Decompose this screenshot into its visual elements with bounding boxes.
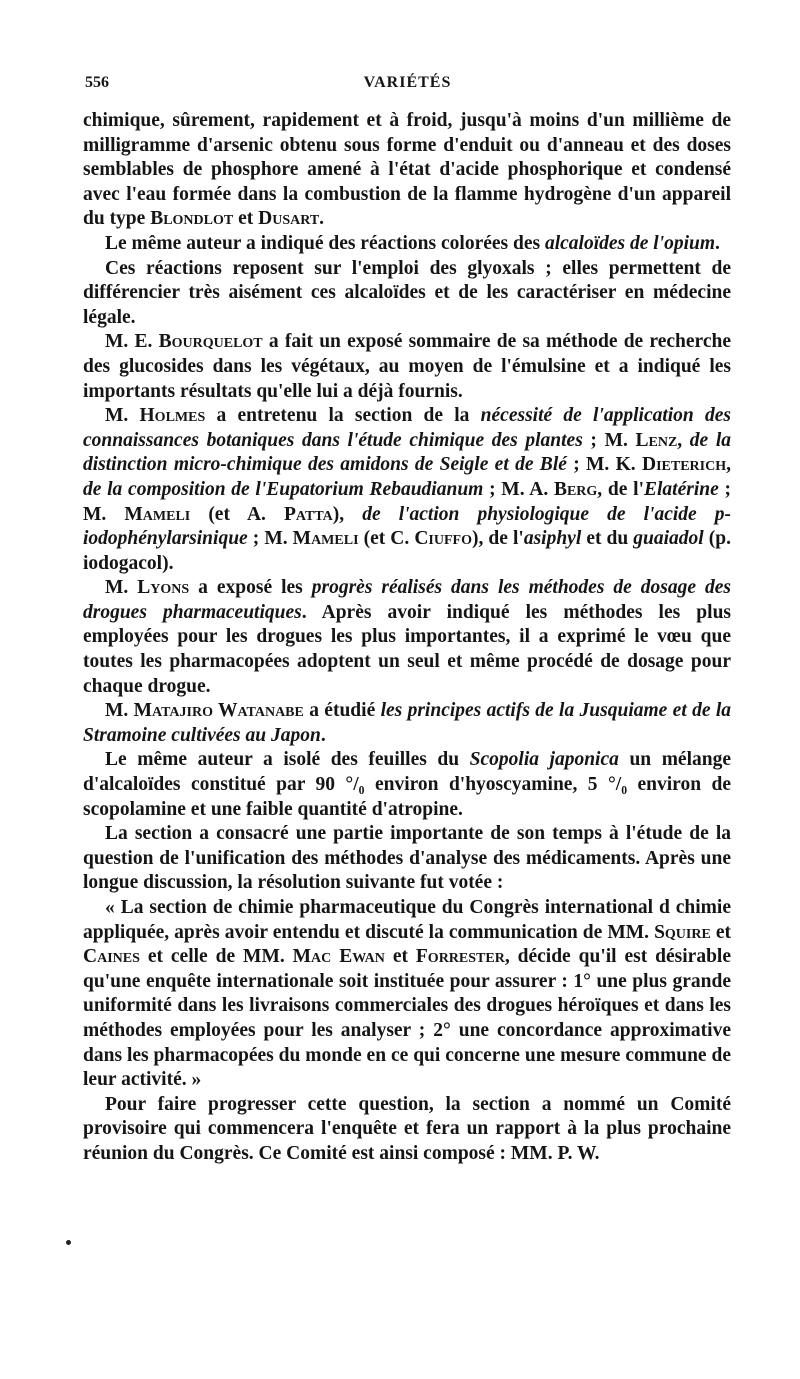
italic-title: Scopolia japonica xyxy=(469,749,619,771)
text-run: M. E. xyxy=(105,331,159,353)
italic-title: alcaloïdes de l'opium xyxy=(544,232,716,254)
text-run: a entretenu la section de la xyxy=(205,405,481,427)
text-run: Le même auteur a indiqué des réactions colorées des xyxy=(105,232,545,254)
text-run: , xyxy=(726,454,731,476)
italic-title: les principes actifs de la Jusquiame et de la Stramoine cultivées au Japon xyxy=(83,700,732,746)
ink-speck xyxy=(66,1240,71,1245)
paragraph-p11 xyxy=(83,1093,731,1167)
text-run: et xyxy=(710,921,731,943)
text-run: ; M. xyxy=(83,478,731,525)
italic-title: de l'action physiologique de l'acide p-iodophénylarsinique xyxy=(83,503,731,550)
author-name: Lenz xyxy=(635,429,678,451)
text-run: « La section de chimie pharmaceutique du Congrès international d chimie appliquée, après avoir entendu et discuté la communication de MM. xyxy=(83,897,731,943)
author-name: Forrester xyxy=(415,946,505,968)
text-run: ), xyxy=(332,503,363,525)
text-run: a étudié xyxy=(303,700,381,722)
italic-title: guaiadol xyxy=(633,528,704,550)
text-run: . xyxy=(320,724,326,746)
text-run: Ces réactions reposent sur l'emploi des glyoxals ; elles permettent de différencier très aisément ces alcaloïdes et de les caractériser en médecine légale. xyxy=(83,257,731,328)
text-run: a exposé les xyxy=(189,577,312,599)
text-run: ; M. xyxy=(582,429,636,451)
paragraph-p7 xyxy=(83,699,731,748)
author-name: Berg xyxy=(553,478,598,500)
text-run: . Après avoir indiqué les méthodes les plus employées pour les drogues les plus importantes, il a exprimé le vœu que toutes les pharmacopées adoptent un seul et même procédé de dosage pour chaque drogue. xyxy=(83,601,732,697)
text-run: ; M. A. xyxy=(483,478,554,500)
paragraph-p6 xyxy=(83,576,731,699)
author-name: Dieterich xyxy=(642,454,727,476)
text-run: La section a consacré une partie importante de son temps à l'étude de la question de l'unification des méthodes d'analyse des médicaments. Après une longue discussion, la résolution suivante fut votée : xyxy=(83,823,731,894)
text-run: (et C. xyxy=(358,528,415,550)
text-run: Le même auteur a isolé des feuilles du xyxy=(105,749,470,771)
text-run: M. xyxy=(105,577,138,599)
author-name: Mameli xyxy=(292,528,359,550)
author-name: Holmes xyxy=(139,405,206,427)
paragraph-p1 xyxy=(83,109,731,232)
text-run: et celle de MM. xyxy=(139,946,293,968)
italic-title: progrès réalisés dans les méthodes de dosage des drogues pharmaceutiques xyxy=(83,577,732,623)
author-name: Mameli xyxy=(124,503,191,525)
author-name: Ciuffo xyxy=(414,528,472,550)
paragraph-p9 xyxy=(83,822,731,896)
text-run: ), de l' xyxy=(471,528,524,550)
text-run: ; M. xyxy=(247,528,293,550)
text-run: ; M. K. xyxy=(566,454,642,476)
italic-title: asiphyl xyxy=(523,528,582,550)
paragraph-p3 xyxy=(83,257,731,331)
text-run: un mélange d'alcaloïdes constitué par 90 °/₀ environ d'hyoscyamine, 5 °/₀ environ de scopolamine et une faible quantité d'atropine. xyxy=(83,749,732,820)
text-run: . xyxy=(715,232,720,254)
author-name: Patta xyxy=(284,503,333,525)
text-run: , xyxy=(677,429,690,451)
text-run: , de l' xyxy=(597,478,644,500)
author-name: Blondlot xyxy=(150,208,234,230)
text-run: et du xyxy=(581,528,634,550)
italic-title: de la distinction micro-chimique des amidons de Seigle et de Blé xyxy=(83,429,732,476)
author-name: Squire xyxy=(654,921,711,943)
body-text xyxy=(83,109,731,1167)
page-header xyxy=(85,74,730,98)
author-name: Bourquelot xyxy=(158,331,263,353)
author-name: Mac Ewan xyxy=(292,946,385,968)
text-run: . xyxy=(319,208,325,230)
italic-title: nécessité de l'application des connaissances botaniques dans l'étude chimique des plantes xyxy=(83,405,732,451)
paragraph-p8 xyxy=(83,748,731,822)
text-run: (p. iodogacol). xyxy=(83,528,731,574)
italic-title: Elatérine xyxy=(643,478,719,500)
paragraph-p4 xyxy=(83,330,731,404)
text-run: Pour faire progresser cette question, la section a nommé un Comité provisoire qui commencera l'enquête et fera un rapport à la plus prochaine réunion du Congrès. Ce Comité est ainsi composé : MM. P. W. xyxy=(83,1093,731,1164)
page-number: 556 xyxy=(85,74,109,91)
italic-title: de la composition de l'Eupatorium Rebaudianum xyxy=(83,478,484,500)
author-name: Matajiro Watanabe xyxy=(133,700,304,722)
text-run: et xyxy=(384,946,416,968)
author-name: Caines xyxy=(83,946,140,968)
text-run: M. xyxy=(105,700,134,722)
author-name: Lyons xyxy=(137,577,190,599)
text-run: M. xyxy=(105,405,140,427)
text-run: a fait un exposé sommaire de sa méthode de recherche des glucosides dans les végétaux, au moyen de l'émulsine et a indiqué les importants résultats qu'elle lui a déjà fournis. xyxy=(83,331,732,402)
running-title: VARIÉTÉS xyxy=(363,74,452,91)
author-name: Dusart xyxy=(258,208,320,230)
text-run: chimique, sûrement, rapidement et à froid, jusqu'à moins d'un millième de milligramme d'arsenic obtenu sous forme d'enduit ou d'anneau et des doses semblables de phosphore amené à l'état d'acide phosphorique et condensé avec l'eau formée dans la combustion de la flamme hydrogène d'un appareil du type xyxy=(83,110,731,230)
paragraph-p10 xyxy=(83,896,731,1093)
paragraph-p5 xyxy=(83,404,731,576)
paragraph-p2 xyxy=(83,232,731,257)
text-run: (et A. xyxy=(190,503,285,525)
text-run: , décide qu'il est désirable qu'une enquête internationale soit instituée pour assurer : 1° une plus grande uniformité dans les livraisons commerciales des drogues héroïques et dans les méthodes employées pour les analyser ; 2° une concordance approximative dans les pharmacopées du monde en ce qui concerne une mesure commune de leur activité. » xyxy=(83,946,731,1091)
text-run: et xyxy=(233,208,259,230)
